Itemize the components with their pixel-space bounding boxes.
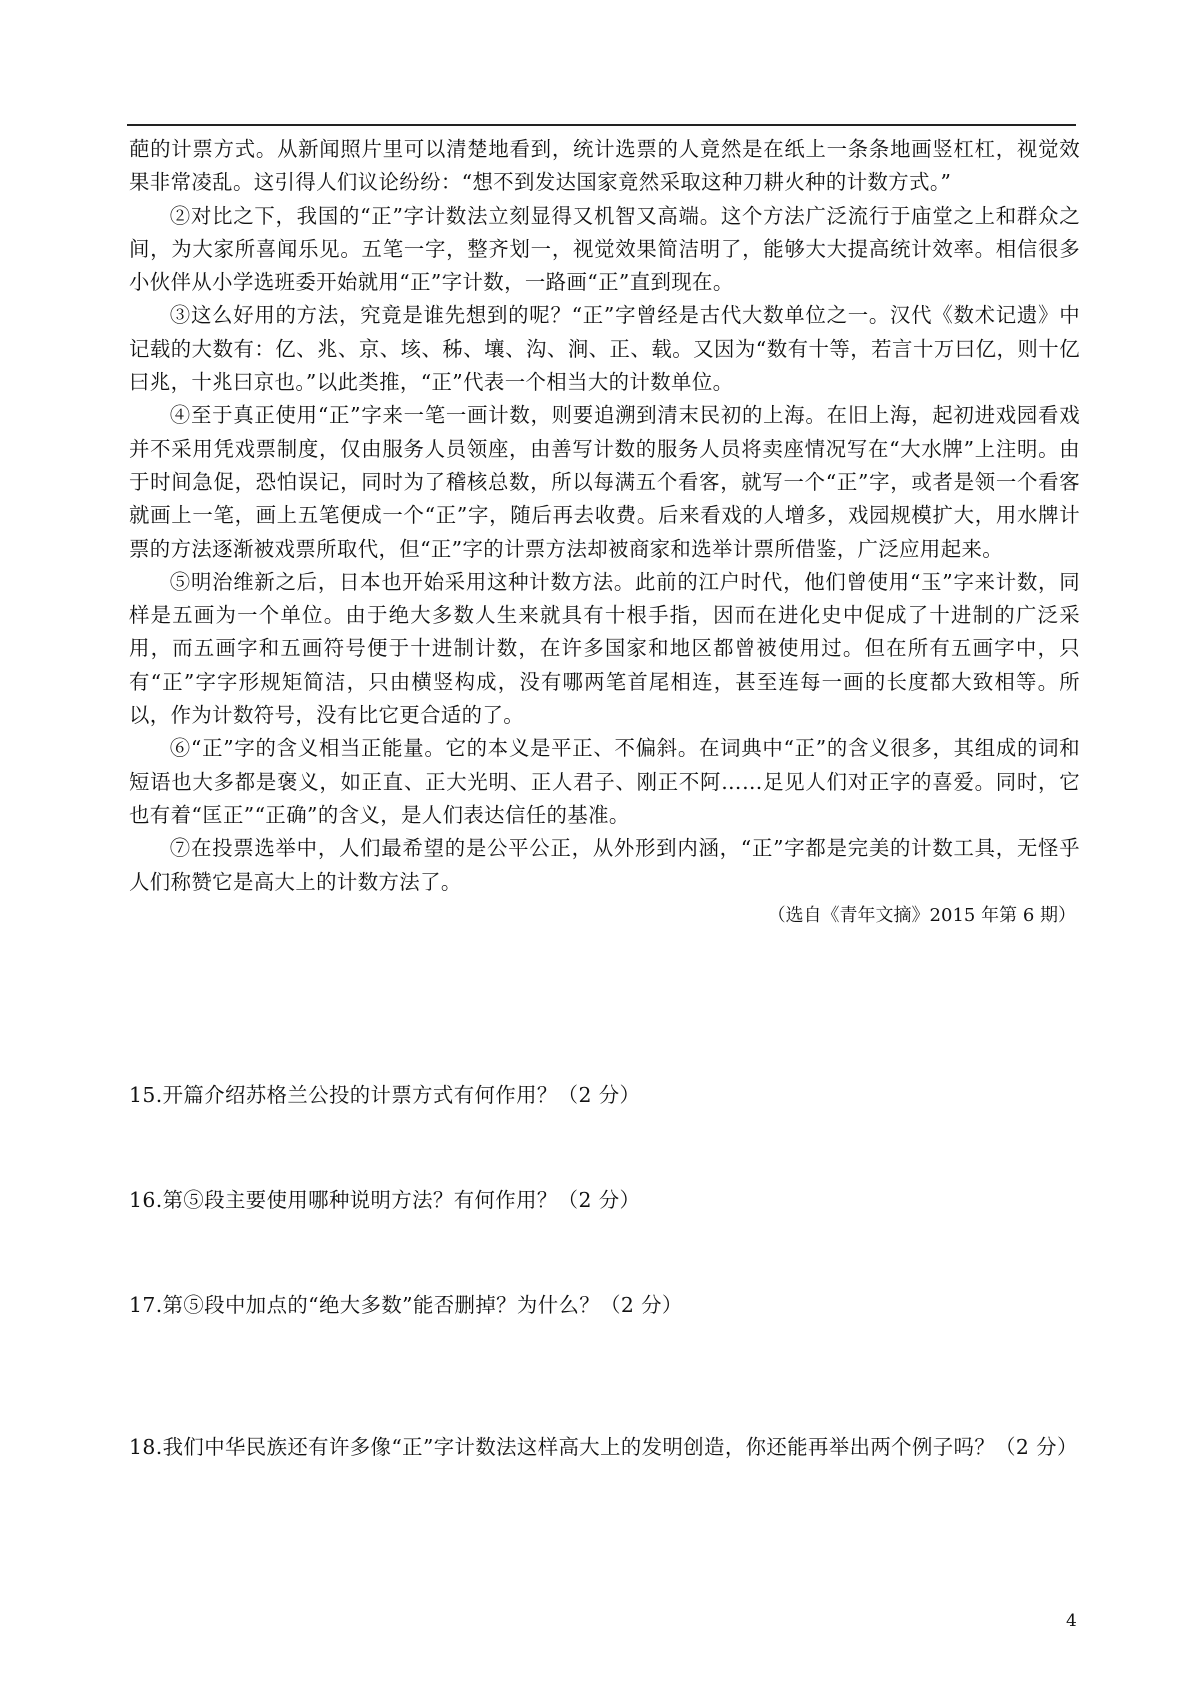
- page-number: 4: [1066, 1611, 1077, 1631]
- article-source: （选自《青年文摘》2015 年第 6 期）: [767, 904, 1076, 926]
- article-paragraph-4: ④至于真正使用“正”字来一笔一画计数，则要追溯到清末民初的上海。在旧上海，起初进戏园看戏并不采用凭戏票制度，仅由服务人员领座，由善写计数的服务人员将卖座情况写在“大水牌”上注明。由于时间急促，恐怕误记，同时为了稽核总数，所以每满五个看客，就写一个“正”字，或者是领一个看客就画上一笔，画上五笔便成一个“正”字，随后再去收费。后来看戏的人增多，戏园规模扩大，用水牌计票的方法逐渐被戏票所取代，但“正”字的计票方法却被商家和选举计票所借鉴，广泛应用起来。: [129, 403, 1080, 561]
- question-15: 15.开篇介绍苏格兰公投的计票方式有何作用？（2 分）: [129, 1083, 641, 1107]
- question-16: 16.第⑤段主要使用哪种说明方法？有何作用？（2 分）: [129, 1188, 641, 1212]
- article-paragraph-7: ⑦在投票选举中，人们最希望的是公平公正，从外形到内涵，“正”字都是完美的计数工具，无怪乎人们称赞它是高大上的计数方法了。: [129, 836, 1080, 894]
- question-17: 17.第⑤段中加点的“绝大多数”能否删掉？为什么？（2 分）: [129, 1293, 683, 1317]
- article-body: [129, 133, 1080, 932]
- header-rule: [127, 124, 1076, 126]
- article-paragraph-3: ③这么好用的方法，究竟是谁先想到的呢？“正”字曾经是古代大数单位之一。汉代《数术记遗》中记载的大数有：亿、兆、京、垓、秭、壤、沟、涧、正、载。又因为“数有十等，若言十万曰亿，则十亿曰兆，十兆曰京也。”以此类推，“正”代表一个相当大的计数单位。: [129, 303, 1080, 395]
- article-paragraph-2: ②对比之下，我国的“正”字计数法立刻显得又机智又高端。这个方法广泛流行于庙堂之上和群众之间，为大家所喜闻乐见。五笔一字，整齐划一，视觉效果简洁明了，能够大大提高统计效率。相信很多小伙伴从小学选班委开始就用“正”字计数，一路画“正”直到现在。: [129, 203, 1080, 295]
- article-paragraph-5: ⑤明治维新之后，日本也开始采用这种计数方法。此前的江户时代，他们曾使用“玉”字来计数，同样是五画为一个单位。由于绝大多数人生来就具有十根手指，因而在进化史中促成了十进制的广泛采用，而五画字和五画符号便于十进制计数，在许多国家和地区都曾被使用过。但在所有五画字中，只有“正”字字形规矩简洁，只由横竖构成，没有哪两笔首尾相连，甚至连每一画的长度都大致相等。所以，作为计数符号，没有比它更合适的了。: [129, 569, 1080, 728]
- article-paragraph-6: ⑥“正”字的含义相当正能量。它的本义是平正、不偏斜。在词典中“正”的含义很多，其组成的词和短语也大多都是褒义，如正直、正大光明、正人君子、刚正不阿……足见人们对正字的喜爱。同时，它也有着“匡正”“正确”的含义，是人们表达信任的基准。: [129, 736, 1080, 827]
- question-18: 18.我们中华民族还有许多像“正”字计数法这样高大上的发明创造，你还能再举出两个例子吗？（2 分）: [129, 1435, 1078, 1459]
- article-paragraph-1: 葩的计票方式。从新闻照片里可以清楚地看到，统计选票的人竟然是在纸上一条条地画竖杠杠，视觉效果非常凌乱。这引得人们议论纷纷：“想不到发达国家竟然采取这种刀耕火种的计数方式。”: [129, 137, 1080, 195]
